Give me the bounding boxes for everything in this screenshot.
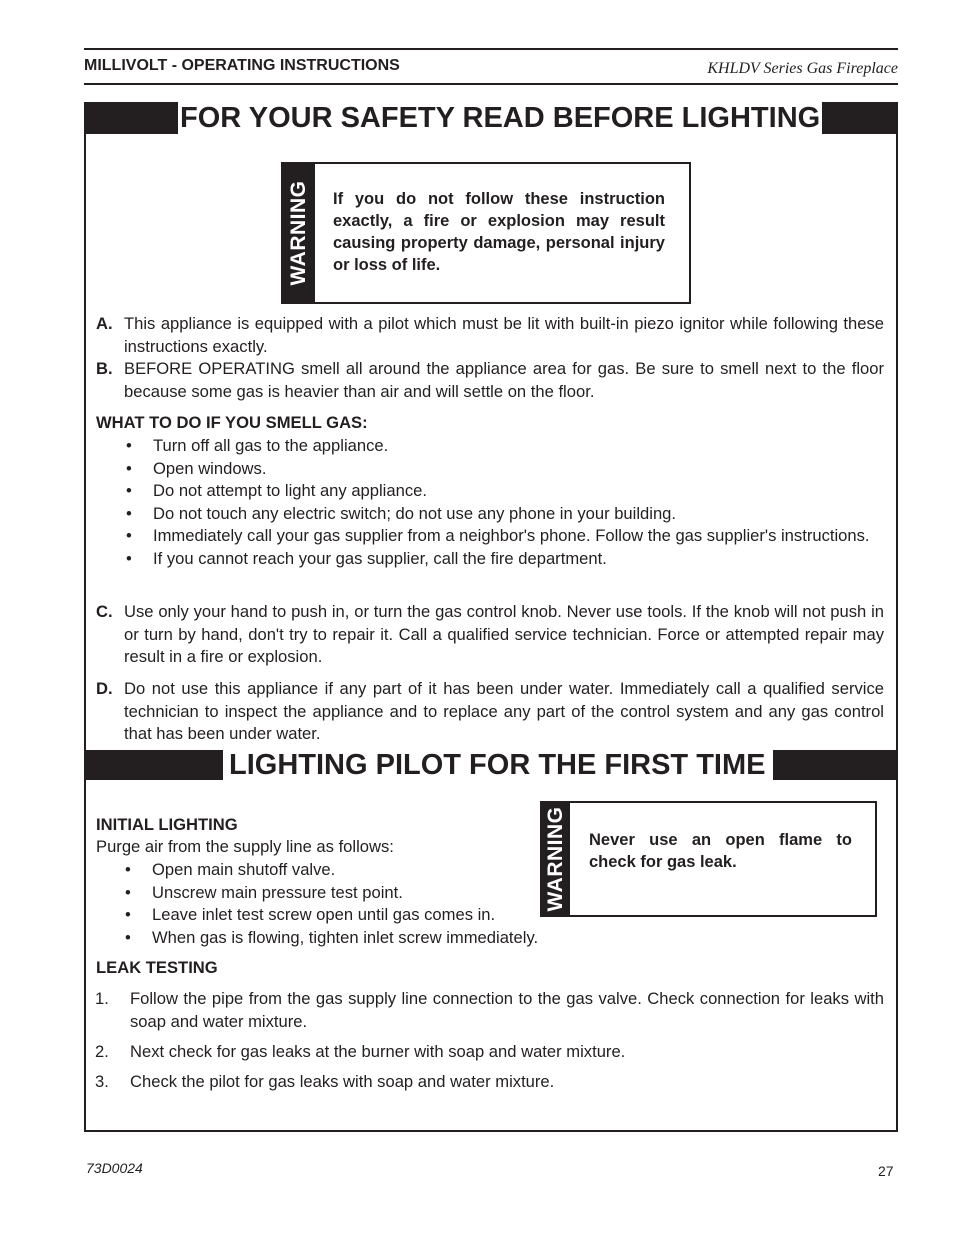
list-item	[95, 1071, 884, 1094]
header-top-rule	[84, 48, 898, 50]
item-c	[96, 601, 884, 669]
item-d-text: Do not use this appliance if any part of it has been under water. Immediately call a qualified service technician to inspect the appliance and to replace any part of the control system and any gas control that has been under water.	[124, 679, 884, 743]
item-d	[96, 678, 884, 746]
item-b-label: B.	[96, 359, 113, 378]
list-item: • Open windows.	[124, 458, 884, 481]
safety-warning-strip	[283, 164, 315, 302]
leak-testing-steps	[95, 988, 884, 1101]
item-a	[96, 313, 884, 358]
safety-title: FOR YOUR SAFETY READ BEFORE LIGHTING	[180, 102, 821, 134]
list-item: • Turn off all gas to the appliance.	[124, 435, 884, 458]
list-item	[95, 1041, 884, 1064]
doc-number: 73D0024	[86, 1160, 143, 1176]
list-item	[95, 988, 884, 1033]
step-number: 3.	[95, 1071, 109, 1091]
step-text: Next check for gas leaks at the burner with soap and water mixture.	[130, 1041, 626, 1061]
initial-lighting-heading: INITIAL LIGHTING	[96, 815, 238, 834]
safety-warning-box	[281, 162, 691, 304]
list-item: • Unscrew main pressure test point.	[123, 882, 603, 905]
pilot-warning-label: WARNING	[544, 806, 567, 912]
item-b-text: BEFORE OPERATING smell all around the appliance area for gas. Be sure to smell next to the floor because some gas is heavier than air and will settle on the floor.	[124, 359, 884, 401]
item-a-text: This appliance is equipped with a pilot which must be lit with built-in piezo ignitor while following these instructions exactly.	[124, 314, 884, 356]
header-section-title: MILLIVOLT - OPERATING INSTRUCTIONS	[84, 57, 400, 74]
item-b	[96, 358, 884, 403]
list-item: • If you cannot reach your gas supplier, call the fire department.	[124, 548, 884, 571]
step-number: 2.	[95, 1041, 109, 1061]
leak-testing-heading: LEAK TESTING	[96, 958, 218, 977]
pilot-title: LIGHTING PILOT FOR THE FIRST TIME	[223, 749, 773, 781]
header-product-name: KHLDV Series Gas Fireplace	[707, 60, 898, 77]
step-text: Check the pilot for gas leaks with soap and water mixture.	[130, 1071, 555, 1091]
item-c-text: Use only your hand to push in, or turn the gas control knob. Never use tools. If the knob will not push in or turn by hand, don't try to repair it. Call a qualified service technician. Force or attempted repair may result in a fire or explosion.	[124, 602, 884, 666]
safety-warning-text: If you do not follow these instruction exactly, a fire or explosion may result causing property damage, personal injury or loss of life.	[333, 190, 665, 274]
page-number: 27	[878, 1163, 894, 1179]
list-item: • Leave inlet test screw open until gas comes in.	[123, 904, 603, 927]
header-bottom-rule	[84, 83, 898, 85]
smell-gas-list	[124, 435, 884, 570]
smell-gas-heading: WHAT TO DO IF YOU SMELL GAS:	[96, 413, 368, 432]
list-item: • When gas is flowing, tighten inlet screw immediately.	[123, 927, 603, 950]
step-number: 1.	[95, 989, 109, 1008]
list-item: • Do not touch any electric switch; do not use any phone in your building.	[124, 503, 884, 526]
list-item: • Immediately call your gas supplier from a neighbor's phone. Follow the gas supplier's instructions.	[124, 525, 884, 548]
pilot-warning-text: Never use an open flame to check for gas leak.	[589, 831, 852, 871]
step-text: Follow the pipe from the gas supply line connection to the gas valve. Check connection for leaks with soap and water mixture.	[130, 989, 884, 1031]
list-item: • Do not attempt to light any appliance.	[124, 480, 884, 503]
list-item: • Open main shutoff valve.	[123, 859, 603, 882]
initial-lighting-list	[123, 859, 603, 949]
item-d-label: D.	[96, 679, 113, 698]
item-a-label: A.	[96, 314, 113, 333]
safety-warning-label: WARNING	[287, 180, 310, 286]
initial-lighting-intro: Purge air from the supply line as follows:	[96, 837, 394, 856]
item-c-label: C.	[96, 602, 113, 621]
